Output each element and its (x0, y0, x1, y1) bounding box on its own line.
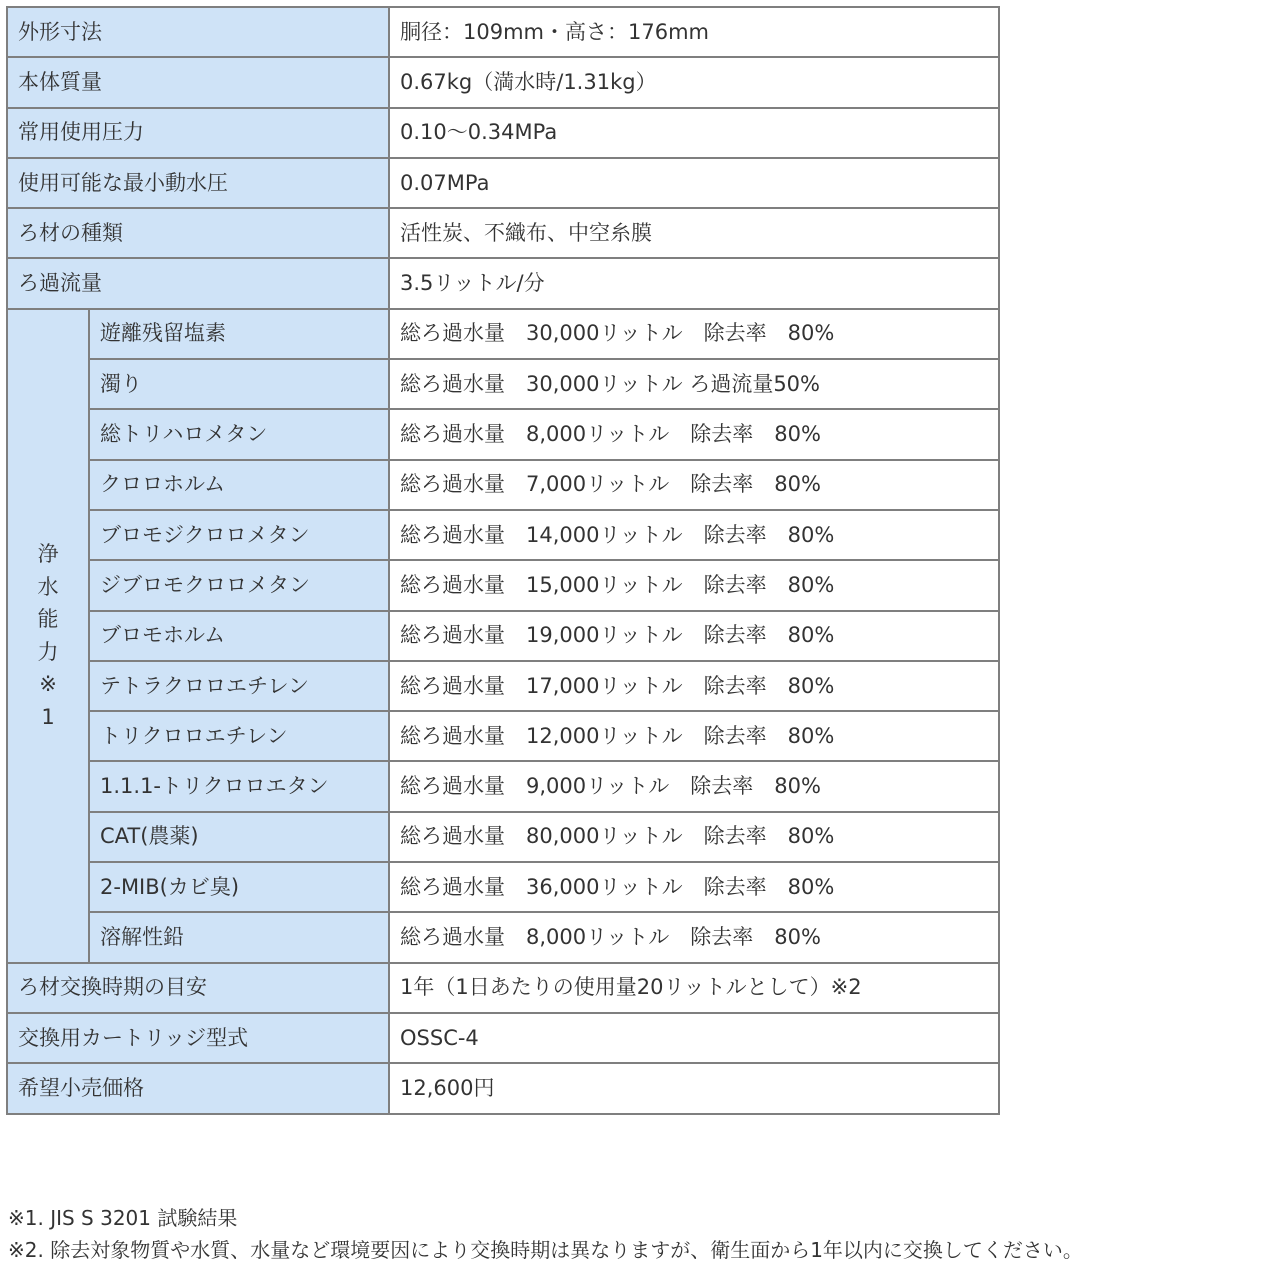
substance-label: ブロモジクロロメタン (89, 510, 389, 560)
table-row (7, 1013, 999, 1063)
table-row (7, 912, 999, 962)
table-row (7, 258, 999, 308)
table-row (7, 158, 999, 208)
row-label: 本体質量 (7, 57, 389, 107)
substance-value: 総ろ過水量 12,000リットル 除去率 80% (389, 711, 999, 761)
table-row (7, 208, 999, 258)
table-row (7, 761, 999, 811)
table-row (7, 359, 999, 409)
footnote: ※1. JIS S 3201 試験結果 (8, 1206, 238, 1230)
substance-label: 2-MIB(カビ臭) (89, 862, 389, 912)
table-row (7, 560, 999, 610)
substance-value: 総ろ過水量 7,000リットル 除去率 80% (389, 460, 999, 510)
row-value: OSSC-4 (389, 1013, 999, 1063)
substance-label: トリクロロエチレン (89, 711, 389, 761)
substance-value: 総ろ過水量 80,000リットル 除去率 80% (389, 812, 999, 862)
substance-label: 1.1.1-トリクロロエタン (89, 761, 389, 811)
substance-label: 遊離残留塩素 (89, 309, 389, 359)
spec-table (6, 6, 1000, 1115)
table-row (7, 7, 999, 57)
row-value: 1年（1日あたりの使用量20リットルとして）※2 (389, 963, 999, 1013)
table-row (7, 1063, 999, 1113)
footnotes (8, 1202, 1083, 1266)
table-row (7, 862, 999, 912)
substance-value: 総ろ過水量 9,000リットル 除去率 80% (389, 761, 999, 811)
substance-label: クロロホルム (89, 460, 389, 510)
table-row (7, 812, 999, 862)
row-value: 0.07MPa (389, 158, 999, 208)
substance-value: 総ろ過水量 15,000リットル 除去率 80% (389, 560, 999, 610)
substance-value: 総ろ過水量 17,000リットル 除去率 80% (389, 661, 999, 711)
substance-label: 総トリハロメタン (89, 409, 389, 459)
row-label: 希望小売価格 (7, 1063, 389, 1113)
purification-group-label (7, 309, 89, 963)
substance-value: 総ろ過水量 19,000リットル 除去率 80% (389, 611, 999, 661)
substance-label: 溶解性鉛 (89, 912, 389, 962)
substance-label: テトラクロロエチレン (89, 661, 389, 711)
row-value: 0.10～0.34MPa (389, 108, 999, 158)
table-row (7, 57, 999, 107)
substance-label: 濁り (89, 359, 389, 409)
row-value: 3.5リットル/分 (389, 258, 999, 308)
row-value: 活性炭、不織布、中空糸膜 (389, 208, 999, 258)
substance-label: CAT(農薬) (89, 812, 389, 862)
substance-value: 総ろ過水量 14,000リットル 除去率 80% (389, 510, 999, 560)
row-value: 12,600円 (389, 1063, 999, 1113)
table-row (7, 409, 999, 459)
row-label: 常用使用圧力 (7, 108, 389, 158)
substance-value: 総ろ過水量 30,000リットル ろ過流量50% (389, 359, 999, 409)
table-row (7, 108, 999, 158)
spec-table-body (7, 7, 999, 1114)
substance-value: 総ろ過水量 30,000リットル 除去率 80% (389, 309, 999, 359)
footnote: ※2. 除去対象物質や水質、水量など環境要因により交換時期は異なりますが、衛生面から1年以内に交換してください。 (8, 1238, 1083, 1262)
substance-value: 総ろ過水量 36,000リットル 除去率 80% (389, 862, 999, 912)
row-value: 0.67kg（満水時/1.31kg） (389, 57, 999, 107)
row-label: ろ材の種類 (7, 208, 389, 258)
row-label: ろ過流量 (7, 258, 389, 308)
row-label: ろ材交換時期の目安 (7, 963, 389, 1013)
table-row (7, 611, 999, 661)
group-label-text: 浄水能力※1 (37, 542, 59, 729)
table-row (7, 711, 999, 761)
substance-value: 総ろ過水量 8,000リットル 除去率 80% (389, 409, 999, 459)
table-row (7, 963, 999, 1013)
substance-label: ブロモホルム (89, 611, 389, 661)
table-row (7, 460, 999, 510)
substance-label: ジブロモクロロメタン (89, 560, 389, 610)
row-value: 胴径：109mm・高さ：176mm (389, 7, 999, 57)
row-label: 外形寸法 (7, 7, 389, 57)
row-label: 交換用カートリッジ型式 (7, 1013, 389, 1063)
table-row (7, 661, 999, 711)
substance-value: 総ろ過水量 8,000リットル 除去率 80% (389, 912, 999, 962)
row-label: 使用可能な最小動水圧 (7, 158, 389, 208)
table-row (7, 309, 999, 359)
table-row (7, 510, 999, 560)
